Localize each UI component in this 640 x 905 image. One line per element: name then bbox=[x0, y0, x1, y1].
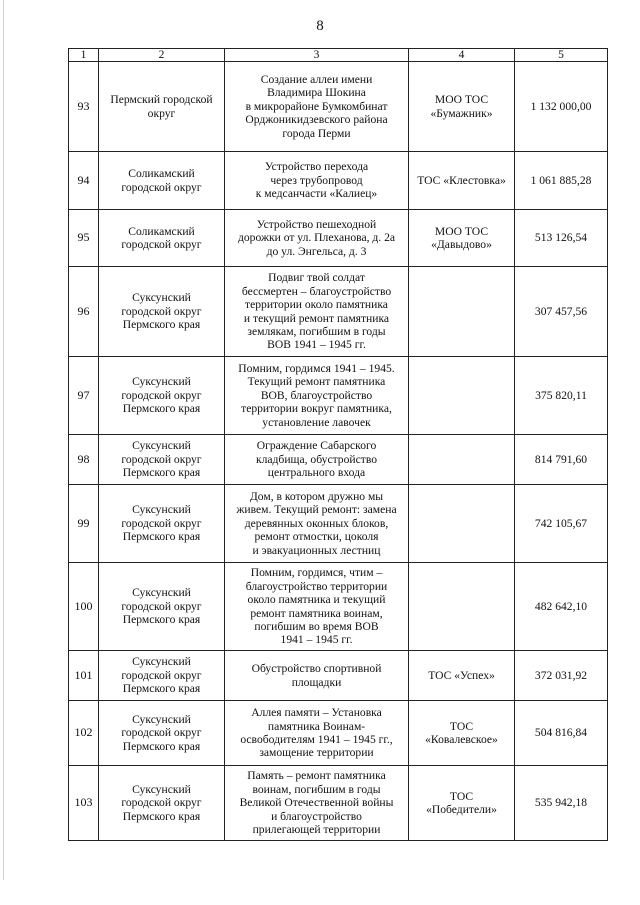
project-cell: Дом, в котором дружно мы живем. Текущий ремонт: замена деревянных оконных блоков, ремонт отмостки, цоколя и эвакуационных лестниц bbox=[225, 485, 409, 563]
amount-cell: 535 942,18 bbox=[515, 766, 608, 841]
table-row bbox=[69, 701, 608, 766]
project-cell: Аллея памяти – Установка памятника Воинам- освободителям 1941 – 1945 гг., замощение территории bbox=[225, 701, 409, 766]
organization-cell bbox=[409, 357, 515, 435]
column-number: 3 bbox=[225, 49, 409, 62]
organization-cell: ТОС «Победители» bbox=[409, 766, 515, 841]
amount-cell: 742 105,67 bbox=[515, 485, 608, 563]
municipality-cell: Пермский городской округ bbox=[99, 62, 225, 152]
organization-cell bbox=[409, 435, 515, 485]
amount-cell: 307 457,56 bbox=[515, 267, 608, 357]
amount-cell: 372 031,92 bbox=[515, 651, 608, 701]
municipality-cell: Суксунский городской округ Пермского края bbox=[99, 701, 225, 766]
municipality-cell: Суксунский городской округ Пермского края bbox=[99, 485, 225, 563]
amount-cell: 375 820,11 bbox=[515, 357, 608, 435]
table-row bbox=[69, 267, 608, 357]
column-number: 5 bbox=[515, 49, 608, 62]
organization-cell: ТОС «Успех» bbox=[409, 651, 515, 701]
row-number: 95 bbox=[69, 210, 99, 267]
table-row bbox=[69, 563, 608, 651]
project-cell: Обустройство спортивной площадки bbox=[225, 651, 409, 701]
project-cell: Помним, гордимся 1941 – 1945. Текущий ремонт памятника ВОВ, благоустройство территории вокруг памятника, установление лавочек bbox=[225, 357, 409, 435]
table-row bbox=[69, 766, 608, 841]
row-number: 103 bbox=[69, 766, 99, 841]
column-number: 2 bbox=[99, 49, 225, 62]
amount-cell: 482 642,10 bbox=[515, 563, 608, 651]
project-cell: Создание аллеи имени Владимира Шокина в микрорайоне Бумкомбинат Орджоникидзевского района города Перми bbox=[225, 62, 409, 152]
organization-cell: ТОС «Клестовка» bbox=[409, 152, 515, 210]
project-cell: Устройство перехода через трубопровод к медсанчасти «Калиец» bbox=[225, 152, 409, 210]
page-number: 8 bbox=[316, 18, 324, 34]
column-number: 4 bbox=[409, 49, 515, 62]
organization-cell bbox=[409, 563, 515, 651]
column-number-row bbox=[69, 49, 608, 62]
row-number: 93 bbox=[69, 62, 99, 152]
row-number: 96 bbox=[69, 267, 99, 357]
table-row bbox=[69, 485, 608, 563]
column-number: 1 bbox=[69, 49, 99, 62]
municipality-cell: Суксунский городской округ Пермского края bbox=[99, 357, 225, 435]
municipality-cell: Суксунский городской округ Пермского края bbox=[99, 766, 225, 841]
organization-cell bbox=[409, 267, 515, 357]
table-row bbox=[69, 152, 608, 210]
amount-cell: 513 126,54 bbox=[515, 210, 608, 267]
municipality-cell: Суксунский городской округ Пермского края bbox=[99, 435, 225, 485]
project-cell: Память – ремонт памятника воинам, погибшим в годы Великой Отечественной войны и благоустройство прилегающей территории bbox=[225, 766, 409, 841]
row-number: 100 bbox=[69, 563, 99, 651]
scan-edge-line bbox=[3, 0, 4, 880]
row-number: 101 bbox=[69, 651, 99, 701]
table-row bbox=[69, 651, 608, 701]
amount-cell: 1 061 885,28 bbox=[515, 152, 608, 210]
organization-cell bbox=[409, 485, 515, 563]
table-row bbox=[69, 435, 608, 485]
municipality-cell: Соликамский городской округ bbox=[99, 152, 225, 210]
row-number: 98 bbox=[69, 435, 99, 485]
project-cell: Помним, гордимся, чтим – благоустройство территории около памятника и текущий ремонт памятника воинам, погибшим во время ВОВ 1941 – 1945 гг. bbox=[225, 563, 409, 651]
organization-cell: ТОС «Ковалевское» bbox=[409, 701, 515, 766]
organization-cell: МОО ТОС «Бумажник» bbox=[409, 62, 515, 152]
table-row bbox=[69, 210, 608, 267]
project-cell: Устройство пешеходной дорожки от ул. Плеханова, д. 2а до ул. Энгельса, д. 3 bbox=[225, 210, 409, 267]
municipality-cell: Соликамский городской округ bbox=[99, 210, 225, 267]
projects-table bbox=[68, 48, 608, 841]
amount-cell: 1 132 000,00 bbox=[515, 62, 608, 152]
row-number: 97 bbox=[69, 357, 99, 435]
amount-cell: 504 816,84 bbox=[515, 701, 608, 766]
municipality-cell: Суксунский городской округ Пермского края bbox=[99, 267, 225, 357]
project-cell: Ограждение Сабарского кладбища, обустройство центрального входа bbox=[225, 435, 409, 485]
row-number: 94 bbox=[69, 152, 99, 210]
municipality-cell: Суксунский городской округ Пермского края bbox=[99, 563, 225, 651]
row-number: 99 bbox=[69, 485, 99, 563]
row-number: 102 bbox=[69, 701, 99, 766]
organization-cell: МОО ТОС «Давыдово» bbox=[409, 210, 515, 267]
project-cell: Подвиг твой солдат бессмертен – благоустройство территории около памятника и текущий ремонт памятника землякам, погибшим в годы ВОВ 1941 – 1945 гг. bbox=[225, 267, 409, 357]
table-row bbox=[69, 357, 608, 435]
amount-cell: 814 791,60 bbox=[515, 435, 608, 485]
table-row bbox=[69, 62, 608, 152]
municipality-cell: Суксунский городской округ Пермского края bbox=[99, 651, 225, 701]
